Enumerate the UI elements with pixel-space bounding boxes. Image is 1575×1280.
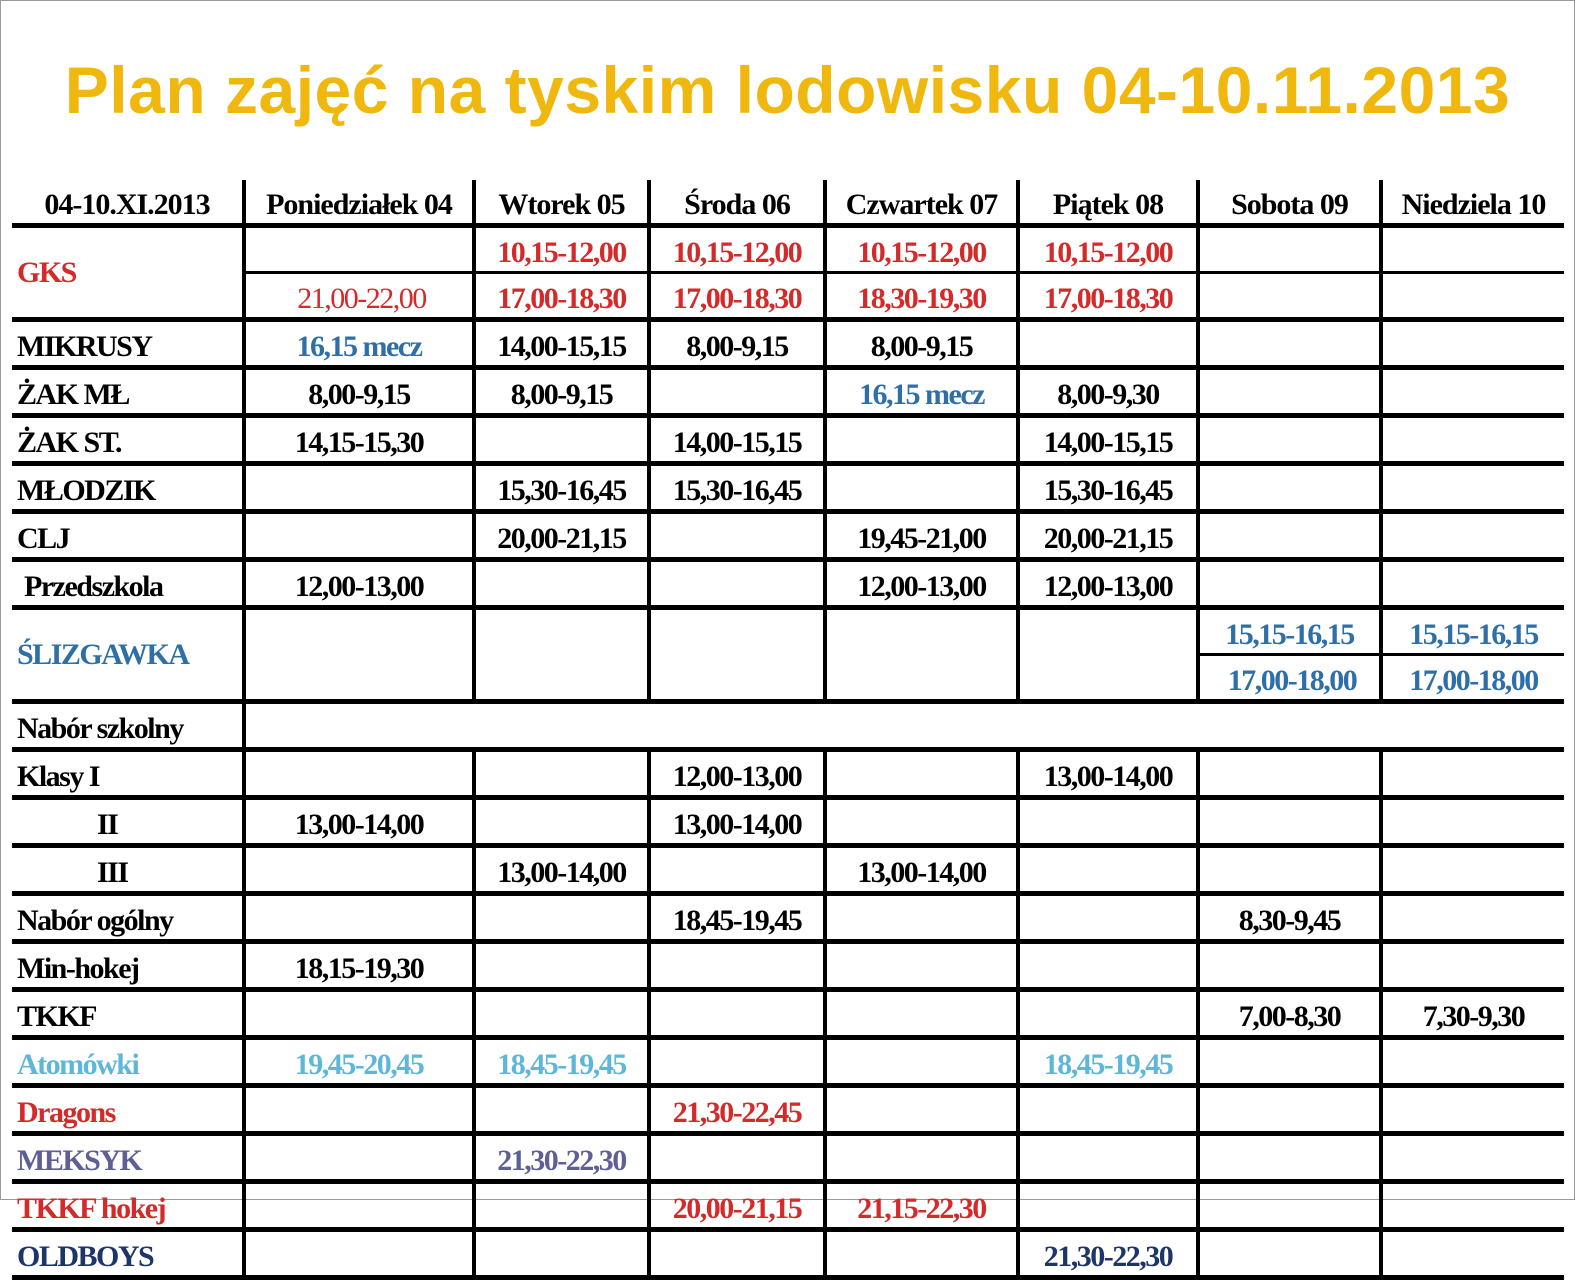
cell: 13,00-14,00: [474, 846, 649, 894]
cell: [1381, 1134, 1564, 1182]
cell: 19,45-21,00: [825, 512, 1018, 560]
cell: [474, 416, 649, 464]
cell: 8,00-9,15: [649, 320, 825, 368]
schedule-table: [12, 180, 1564, 1280]
cell: [244, 1134, 474, 1182]
cell: [474, 942, 649, 990]
cell: 14,00-15,15: [474, 320, 649, 368]
cell: 7,30-9,30: [1381, 990, 1564, 1038]
row-label-mikrusy: MIKRUSY: [12, 320, 244, 368]
cell: [1198, 1086, 1381, 1134]
cell: [474, 1182, 649, 1230]
row-label-przedszkola: Przedszkola: [12, 560, 244, 608]
cell: 15,30-16,45: [649, 464, 825, 512]
cell: 8,00-9,15: [474, 368, 649, 416]
cell: [1381, 942, 1564, 990]
table-row: [12, 416, 1564, 464]
cell: [244, 1086, 474, 1134]
row-label-min-hokej: Min-hokej: [12, 942, 244, 990]
cell: [244, 990, 474, 1038]
cell: 20,00-21,15: [474, 512, 649, 560]
cell: [1198, 750, 1381, 798]
cell: 18,30-19,30: [825, 273, 1018, 320]
row-label-meksyk: MEKSYK: [12, 1134, 244, 1182]
cell: [244, 512, 474, 560]
cell: 14,00-15,15: [649, 416, 825, 464]
cell: [244, 894, 474, 942]
cell: 12,00-13,00: [244, 560, 474, 608]
cell: [1018, 1182, 1198, 1230]
row-label-klasy-3: III: [12, 846, 244, 894]
row-label-klasy-1: Klasy I: [12, 750, 244, 798]
header-friday: Piątek 08: [1018, 180, 1198, 226]
cell: [244, 750, 474, 798]
cell: [1381, 846, 1564, 894]
row-label-gks: GKS: [12, 226, 244, 320]
cell: 17,00-18,30: [1018, 273, 1198, 320]
table-row: [12, 226, 1564, 273]
table-row: [12, 894, 1564, 942]
cell: 10,15-12,00: [474, 226, 649, 273]
cell: 21,30-22,30: [1018, 1230, 1198, 1278]
cell: [1381, 416, 1564, 464]
cell: [1198, 273, 1381, 320]
cell: 13,00-14,00: [1018, 750, 1198, 798]
cell: [1198, 1134, 1381, 1182]
cell: [244, 1230, 474, 1278]
cell: [1198, 1182, 1381, 1230]
cell: 13,00-14,00: [825, 846, 1018, 894]
header-date-range: 04-10.XI.2013: [12, 180, 244, 226]
cell: 19,45-20,45: [244, 1038, 474, 1086]
table-row: [12, 512, 1564, 560]
cell: [1198, 942, 1381, 990]
section-spacer: [244, 702, 1564, 750]
cell: [1381, 750, 1564, 798]
cell: [1018, 1134, 1198, 1182]
cell: [1018, 894, 1198, 942]
page-title: Plan zajęć na tyskim lodowisku 04-10.11.2013: [64, 53, 1511, 127]
cell: 21,30-22,45: [649, 1086, 825, 1134]
header-tuesday: Wtorek 05: [474, 180, 649, 226]
cell: [474, 608, 649, 702]
table-row: [12, 1182, 1564, 1230]
table-row: [12, 990, 1564, 1038]
cell: [474, 1086, 649, 1134]
table-row: [12, 798, 1564, 846]
cell: [1381, 560, 1564, 608]
table-row: [12, 320, 1564, 368]
cell: [1381, 1230, 1564, 1278]
table-row: [12, 1230, 1564, 1278]
cell: [1381, 226, 1564, 273]
cell: [1198, 464, 1381, 512]
cell: 8,00-9,30: [1018, 368, 1198, 416]
cell: [1381, 798, 1564, 846]
cell: 18,45-19,45: [474, 1038, 649, 1086]
cell: [474, 894, 649, 942]
cell: [474, 990, 649, 1038]
cell: 17,00-18,00: [1381, 655, 1564, 702]
cell: 7,00-8,30: [1198, 990, 1381, 1038]
cell: [1198, 512, 1381, 560]
cell: [825, 1134, 1018, 1182]
cell: [1381, 1182, 1564, 1230]
cell: [1198, 368, 1381, 416]
cell: 16,15 mecz: [244, 320, 474, 368]
cell: [1198, 416, 1381, 464]
row-label-zak-ml: ŻAK MŁ: [12, 368, 244, 416]
cell: [825, 750, 1018, 798]
table-row: [12, 368, 1564, 416]
row-label-dragons: Dragons: [12, 1086, 244, 1134]
cell: 15,30-16,45: [474, 464, 649, 512]
cell: [649, 1134, 825, 1182]
table-row: [12, 846, 1564, 894]
row-label-tkkf: TKKF: [12, 990, 244, 1038]
cell: 17,00-18,00: [1198, 655, 1381, 702]
cell: [1381, 273, 1564, 320]
cell: 15,15-16,15: [1198, 608, 1381, 655]
cell: 10,15-12,00: [1018, 226, 1198, 273]
row-label-tkkf-hokej: TKKF hokej: [12, 1182, 244, 1230]
cell: [649, 1230, 825, 1278]
cell: [1198, 1038, 1381, 1086]
cell: 14,00-15,15: [1018, 416, 1198, 464]
header-row: [12, 180, 1564, 226]
row-label-atomowki: Atomówki: [12, 1038, 244, 1086]
table-row: [12, 273, 1564, 320]
cell: 15,15-16,15: [1381, 608, 1564, 655]
cell: [1381, 320, 1564, 368]
cell: 13,00-14,00: [244, 798, 474, 846]
cell: 12,00-13,00: [649, 750, 825, 798]
cell: [649, 608, 825, 702]
header-saturday: Sobota 09: [1198, 180, 1381, 226]
header-monday: Poniedziałek 04: [244, 180, 474, 226]
cell: [1018, 608, 1198, 702]
cell: 17,00-18,30: [474, 273, 649, 320]
cell: 10,15-12,00: [649, 226, 825, 273]
row-label-nabor-ogolny: Nabór ogólny: [12, 894, 244, 942]
cell: 17,00-18,30: [649, 273, 825, 320]
cell: [1198, 1230, 1381, 1278]
cell: [1381, 894, 1564, 942]
cell: [1018, 320, 1198, 368]
cell: [1198, 560, 1381, 608]
cell: [474, 560, 649, 608]
row-label-mlodzik: MŁODZIK: [12, 464, 244, 512]
table-row: [12, 608, 1564, 655]
cell: 18,45-19,45: [1018, 1038, 1198, 1086]
table-row: [12, 1086, 1564, 1134]
cell: 8,00-9,15: [825, 320, 1018, 368]
header-thursday: Czwartek 07: [825, 180, 1018, 226]
table-row: [12, 560, 1564, 608]
cell: [244, 846, 474, 894]
cell: 20,00-21,15: [1018, 512, 1198, 560]
cell: [1018, 942, 1198, 990]
cell: 16,15 mecz: [825, 368, 1018, 416]
row-label-clj: CLJ: [12, 512, 244, 560]
cell: [825, 942, 1018, 990]
header-sunday: Niedziela 10: [1381, 180, 1564, 226]
row-label-zak-st: ŻAK ST.: [12, 416, 244, 464]
cell: [825, 798, 1018, 846]
cell: 20,00-21,15: [649, 1182, 825, 1230]
cell: [1381, 512, 1564, 560]
header-wednesday: Środa 06: [649, 180, 825, 226]
cell: 14,15-15,30: [244, 416, 474, 464]
cell: [1381, 464, 1564, 512]
cell: 15,30-16,45: [1018, 464, 1198, 512]
cell: [649, 942, 825, 990]
cell: [244, 1182, 474, 1230]
row-label-oldboys: OLDBOYS: [12, 1230, 244, 1278]
cell: [1381, 1038, 1564, 1086]
cell: [244, 464, 474, 512]
table-row: [12, 464, 1564, 512]
cell: [649, 512, 825, 560]
cell: 21,15-22,30: [825, 1182, 1018, 1230]
cell: 18,15-19,30: [244, 942, 474, 990]
cell: [474, 1230, 649, 1278]
cell: 21,30-22,30: [474, 1134, 649, 1182]
cell: [1018, 798, 1198, 846]
cell: [474, 798, 649, 846]
cell: 12,00-13,00: [825, 560, 1018, 608]
table-row: [12, 942, 1564, 990]
cell: 8,30-9,45: [1198, 894, 1381, 942]
cell: [649, 560, 825, 608]
cell: [649, 990, 825, 1038]
cell: 12,00-13,00: [1018, 560, 1198, 608]
cell: [1018, 1086, 1198, 1134]
cell: 21,00-22,00: [244, 273, 474, 320]
cell: [825, 1230, 1018, 1278]
cell: [1198, 320, 1381, 368]
cell: [1381, 368, 1564, 416]
cell: [1018, 990, 1198, 1038]
table-row: [12, 750, 1564, 798]
cell: [825, 894, 1018, 942]
cell: 13,00-14,00: [649, 798, 825, 846]
cell: [244, 226, 474, 273]
cell: [649, 846, 825, 894]
cell: [1018, 846, 1198, 894]
cell: [1198, 798, 1381, 846]
cell: [244, 608, 474, 702]
cell: [1198, 226, 1381, 273]
cell: 10,15-12,00: [825, 226, 1018, 273]
cell: [825, 990, 1018, 1038]
cell: [1198, 846, 1381, 894]
row-label-slizgawka: ŚLIZGAWKA: [12, 608, 244, 702]
cell: [825, 1038, 1018, 1086]
cell: 18,45-19,45: [649, 894, 825, 942]
table-row: [12, 1134, 1564, 1182]
cell: [649, 368, 825, 416]
cell: [825, 416, 1018, 464]
row-label-nabor-szkolny: Nabór szkolny: [12, 702, 244, 750]
cell: [825, 608, 1018, 702]
cell: 8,00-9,15: [244, 368, 474, 416]
cell: [474, 750, 649, 798]
table-row: [12, 1038, 1564, 1086]
cell: [1381, 1086, 1564, 1134]
cell: [649, 1038, 825, 1086]
table-row: [12, 702, 1564, 750]
row-label-klasy-2: II: [12, 798, 244, 846]
cell: [825, 1086, 1018, 1134]
cell: [825, 464, 1018, 512]
